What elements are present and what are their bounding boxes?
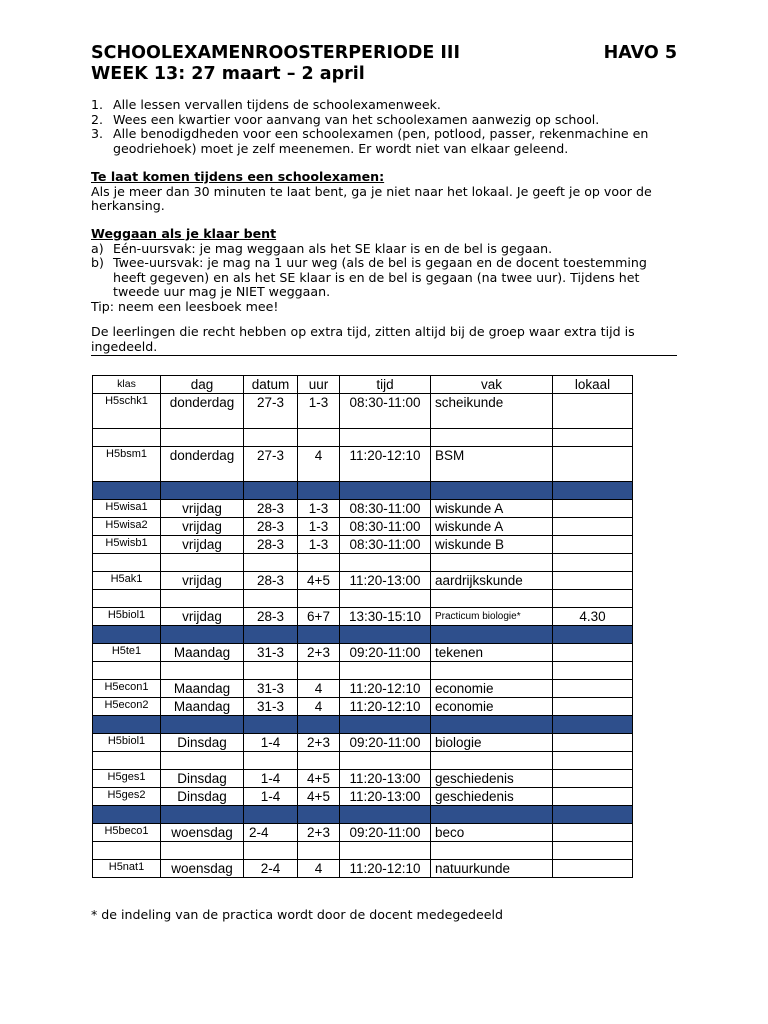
cell-lokaal — [553, 572, 633, 590]
cell-dag: vrijdag — [161, 572, 244, 590]
cell-tijd: 08:30-11:00 — [340, 394, 431, 429]
table-row — [93, 860, 633, 878]
cell-lokaal — [553, 698, 633, 716]
cell-vak: economie — [431, 698, 553, 716]
cell-uur: 1-3 — [298, 518, 340, 536]
cell-lokaal — [553, 734, 633, 752]
rule-number: 1. — [91, 97, 104, 112]
header-tijd: tijd — [340, 376, 431, 394]
cell-klas: H5ges1 — [93, 770, 161, 788]
table-row — [93, 788, 633, 806]
table-header-row — [93, 376, 633, 394]
cell-uur: 1-3 — [298, 500, 340, 518]
cell-lokaal — [553, 447, 633, 482]
cell-vak: aardrijkskunde — [431, 572, 553, 590]
rule-item — [91, 127, 681, 156]
cell-lokaal: 4.30 — [553, 608, 633, 626]
cell-datum: 1-4 — [244, 770, 298, 788]
cell-klas: H5te1 — [93, 644, 161, 662]
cell-uur: 6+7 — [298, 608, 340, 626]
table-spacer-row — [93, 429, 633, 447]
table-row — [93, 698, 633, 716]
cell-tijd: 11:20-13:00 — [340, 770, 431, 788]
table-row — [93, 824, 633, 842]
cell-vak: wiskunde B — [431, 536, 553, 554]
cell-vak: wiskunde A — [431, 518, 553, 536]
cell-vak: Practicum biologie* — [431, 608, 553, 626]
cell-datum: 27-3 — [244, 447, 298, 482]
table-row — [93, 447, 633, 482]
footnote: * de indeling van de practica wordt door de docent medegedeeld — [91, 907, 504, 922]
late-heading: Te laat komen tijdens een schoolexamen: — [91, 169, 385, 184]
cell-uur: 1-3 — [298, 536, 340, 554]
cell-tijd: 11:20-12:10 — [340, 698, 431, 716]
cell-tijd: 11:20-12:10 — [340, 860, 431, 878]
cell-datum: 28-3 — [244, 572, 298, 590]
cell-uur: 4 — [298, 698, 340, 716]
table-spacer-row — [93, 842, 633, 860]
cell-tijd: 09:20-11:00 — [340, 824, 431, 842]
header-lokaal: lokaal — [553, 376, 633, 394]
cell-uur: 4+5 — [298, 572, 340, 590]
cell-klas: H5nat1 — [93, 860, 161, 878]
cell-uur: 1-3 — [298, 394, 340, 429]
cell-dag: vrijdag — [161, 536, 244, 554]
cell-datum: 2-4 — [244, 860, 298, 878]
table-row — [93, 680, 633, 698]
cell-vak: tekenen — [431, 644, 553, 662]
cell-lokaal — [553, 394, 633, 429]
rule-text: Alle lessen vervallen tijdens de schoolexamenweek. — [113, 97, 441, 112]
day-separator-row — [93, 482, 633, 500]
cell-dag: Maandag — [161, 680, 244, 698]
cell-datum: 31-3 — [244, 698, 298, 716]
late-text: Als je meer dan 30 minuten te laat bent, ga je niet naar het lokaal. Je geeft je op voor de herkansing. — [91, 183, 652, 213]
cell-datum: 28-3 — [244, 518, 298, 536]
cell-klas: H5biol1 — [93, 734, 161, 752]
cell-dag: Dinsdag — [161, 770, 244, 788]
cell-vak: biologie — [431, 734, 553, 752]
rule-text: Alle benodigdheden voor een schoolexamen (pen, potlood, passer, rekenmachine en geodriehoek) moet je zelf meenemen. Er wordt niet van elkaar geleend. — [113, 126, 649, 156]
cell-dag: vrijdag — [161, 518, 244, 536]
cell-uur: 4 — [298, 860, 340, 878]
cell-klas: H5wisa2 — [93, 518, 161, 536]
late-section — [91, 170, 681, 214]
table-row — [93, 770, 633, 788]
cell-lokaal — [553, 788, 633, 806]
cell-dag: Maandag — [161, 644, 244, 662]
cell-datum: 28-3 — [244, 500, 298, 518]
header-datum: datum — [244, 376, 298, 394]
cell-datum: 27-3 — [244, 394, 298, 429]
cell-klas: H5schk1 — [93, 394, 161, 429]
day-separator-row — [93, 716, 633, 734]
cell-uur: 2+3 — [298, 644, 340, 662]
leave-section — [91, 227, 681, 314]
table-spacer-row — [93, 554, 633, 572]
table-row — [93, 572, 633, 590]
cell-vak: natuurkunde — [431, 860, 553, 878]
leave-item-text: Twee-uursvak: je mag na 1 uur weg (als de bel is gegaan en de docent toestemming heeft gegeven) en als het SE klaar is en de bel is gegaan (na twee uur). Tijdens het tweede uur mag je NIET weggaan. — [113, 255, 647, 299]
cell-uur: 2+3 — [298, 824, 340, 842]
header-dag: dag — [161, 376, 244, 394]
cell-uur: 4+5 — [298, 788, 340, 806]
cell-vak: scheikunde — [431, 394, 553, 429]
cell-lokaal — [553, 824, 633, 842]
cell-datum: 28-3 — [244, 608, 298, 626]
day-separator-row — [93, 806, 633, 824]
cell-lokaal — [553, 860, 633, 878]
header-vak: vak — [431, 376, 553, 394]
cell-tijd: 11:20-13:00 — [340, 788, 431, 806]
rule-number: 3. — [91, 126, 104, 141]
cell-klas: H5ak1 — [93, 572, 161, 590]
cell-dag: Maandag — [161, 698, 244, 716]
cell-klas: H5biol1 — [93, 608, 161, 626]
title-text: SCHOOLEXAMENROOSTERPERIODE III — [91, 43, 460, 63]
leave-item-letter: a) — [91, 240, 104, 256]
cell-vak: economie — [431, 680, 553, 698]
cell-klas: H5econ2 — [93, 698, 161, 716]
cell-lokaal — [553, 518, 633, 536]
cell-dag: donderdag — [161, 394, 244, 429]
leave-item — [91, 242, 681, 257]
cell-klas: H5wisa1 — [93, 500, 161, 518]
extra-time-note: De leerlingen die recht hebben op extra tijd, zitten altijd bij de groep waar extra tijd is ingedeeld. — [91, 324, 635, 354]
table-row — [93, 644, 633, 662]
header-klas: klas — [93, 376, 161, 394]
table-spacer-row — [93, 752, 633, 770]
cell-tijd: 09:20-11:00 — [340, 734, 431, 752]
cell-vak: wiskunde A — [431, 500, 553, 518]
cell-tijd: 08:30-11:00 — [340, 518, 431, 536]
cell-tijd: 08:30-11:00 — [340, 500, 431, 518]
week-subtitle: WEEK 13: 27 maart – 2 april — [91, 64, 365, 84]
table-row — [93, 608, 633, 626]
cell-datum: 1-4 — [244, 788, 298, 806]
rule-number: 2. — [91, 111, 104, 127]
cell-tijd: 09:20-11:00 — [340, 644, 431, 662]
cell-vak: geschiedenis — [431, 770, 553, 788]
horizontal-divider — [91, 355, 677, 356]
leave-heading: Weggaan als je klaar bent — [91, 226, 277, 241]
header-uur: uur — [298, 376, 340, 394]
table-spacer-row — [93, 662, 633, 680]
cell-dag: vrijdag — [161, 500, 244, 518]
cell-tijd: 08:30-11:00 — [340, 536, 431, 554]
class-label: HAVO 5 — [603, 43, 677, 63]
cell-lokaal — [553, 536, 633, 554]
leave-item-letter: b) — [91, 255, 104, 270]
table-row — [93, 500, 633, 518]
cell-tijd: 13:30-15:10 — [340, 608, 431, 626]
cell-klas: H5beco1 — [93, 824, 161, 842]
exam-schedule-table — [92, 375, 633, 878]
cell-klas: H5bsm1 — [93, 447, 161, 482]
rule-text: Wees een kwartier voor aanvang van het schoolexamen aanwezig op school. — [113, 111, 600, 127]
tip-text: Tip: neem een leesboek mee! — [91, 298, 279, 314]
cell-dag: vrijdag — [161, 608, 244, 626]
cell-lokaal — [553, 500, 633, 518]
cell-datum: 2-4 — [244, 824, 298, 842]
cell-uur: 4+5 — [298, 770, 340, 788]
cell-vak: geschiedenis — [431, 788, 553, 806]
cell-dag: woensdag — [161, 860, 244, 878]
cell-tijd: 11:20-12:10 — [340, 447, 431, 482]
cell-klas: H5ges2 — [93, 788, 161, 806]
cell-vak: BSM — [431, 447, 553, 482]
cell-klas: H5wisb1 — [93, 536, 161, 554]
rule-item — [91, 113, 681, 128]
cell-dag: woensdag — [161, 824, 244, 842]
table-row — [93, 536, 633, 554]
table-spacer-row — [93, 590, 633, 608]
cell-datum: 28-3 — [244, 536, 298, 554]
table-row — [93, 394, 633, 429]
table-row — [93, 518, 633, 536]
cell-dag: Dinsdag — [161, 734, 244, 752]
cell-datum: 31-3 — [244, 644, 298, 662]
cell-lokaal — [553, 770, 633, 788]
cell-lokaal — [553, 680, 633, 698]
cell-vak: beco — [431, 824, 553, 842]
cell-lokaal — [553, 644, 633, 662]
cell-dag: donderdag — [161, 447, 244, 482]
rules-list — [91, 98, 681, 156]
cell-datum: 31-3 — [244, 680, 298, 698]
cell-datum: 1-4 — [244, 734, 298, 752]
cell-tijd: 11:20-12:10 — [340, 680, 431, 698]
cell-uur: 4 — [298, 447, 340, 482]
rule-item — [91, 98, 681, 113]
leave-item-text: Eén-uursvak: je mag weggaan als het SE klaar is en de bel is gegaan. — [113, 240, 553, 256]
cell-dag: Dinsdag — [161, 788, 244, 806]
cell-uur: 4 — [298, 680, 340, 698]
day-separator-row — [93, 626, 633, 644]
cell-tijd: 11:20-13:00 — [340, 572, 431, 590]
cell-klas: H5econ1 — [93, 680, 161, 698]
cell-uur: 2+3 — [298, 734, 340, 752]
table-row — [93, 734, 633, 752]
leave-item — [91, 256, 681, 300]
document-title — [91, 42, 677, 64]
